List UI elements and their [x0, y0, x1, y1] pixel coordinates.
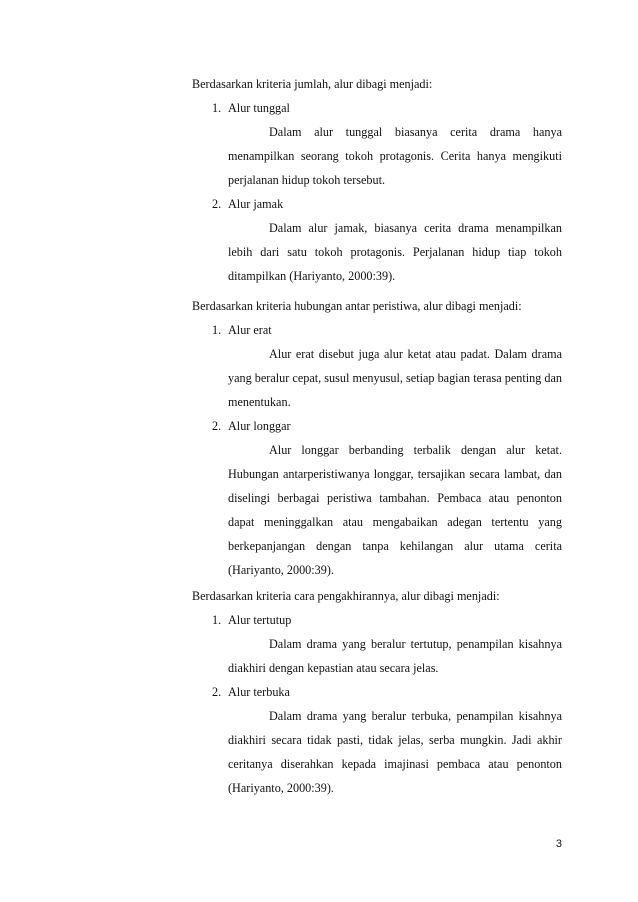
item-paragraph: Dalam alur jamak, biasanya cerita drama menampilkan lebih dari satu tokoh protagonis. Perjalanan hidup tiap tokoh ditampilkan (Hariyanto, 2000:39). [228, 221, 562, 283]
item-paragraph: Dalam drama yang beralur tertutup, penampilan kisahnya diakhiri dengan kepastian atau secara jelas. [228, 637, 562, 675]
list-item [192, 96, 562, 192]
item-paragraph: Dalam drama yang beralur terbuka, penampilan kisahnya diakhiri secara tidak pasti, tidak jelas, serba mungkin. Jadi akhir ceritanya diserahkan kepada imajinasi pembaca atau penonton (Hariyanto, 2000:39). [228, 709, 562, 795]
item-number: 1. [212, 101, 222, 115]
page-number: 3 [555, 838, 562, 850]
item-number: 2. [212, 197, 222, 211]
section-heading: Berdasarkan kriteria jumlah, alur dibagi menjadi: [192, 77, 433, 91]
item-title-wrap [192, 318, 562, 342]
item-number: 1. [212, 613, 222, 627]
item-title: Alur tertutup [228, 613, 292, 627]
section-jumlah [192, 72, 562, 288]
list-item [192, 680, 562, 800]
item-number: 1. [212, 323, 222, 337]
item-title: Alur terbuka [228, 685, 290, 699]
numbered-list [192, 318, 562, 582]
numbered-list [192, 608, 562, 800]
section-hubungan [192, 294, 562, 582]
item-number: 2. [212, 419, 222, 433]
item-title-wrap [192, 680, 562, 704]
list-item [192, 414, 562, 582]
item-title: Alur tunggal [228, 101, 290, 115]
item-title: Alur jamak [228, 197, 284, 211]
section-heading: Berdasarkan kriteria cara pengakhirannya, alur dibagi menjadi: [192, 589, 500, 603]
numbered-list [192, 96, 562, 288]
list-item [192, 608, 562, 680]
item-number: 2. [212, 685, 222, 699]
item-paragraph: Dalam alur tunggal biasanya cerita drama hanya menampilkan seorang tokoh protagonis. Cerita hanya mengikuti perjalanan hidup tokoh tersebut. [228, 125, 562, 187]
item-title: Alur longgar [228, 419, 291, 433]
item-paragraph: Alur longgar berbanding terbalik dengan alur ketat. Hubungan antarperistiwanya longgar, tersajikan secara lambat, dan diselingi berbagai peristiwa tambahan. Pembaca atau penonton dapat meninggalkan atau mengabaikan adegan tertentu yang berkepanjangan dengan tanpa kehilangan alur utama cerita (Hariyanto, 2000:39). [228, 443, 562, 577]
item-title-wrap [192, 192, 562, 216]
list-item [192, 318, 562, 414]
section-pengakhiran [192, 584, 562, 800]
item-paragraph: Alur erat disebut juga alur ketat atau padat. Dalam drama yang beralur cepat, susul menyusul, setiap bagian terasa penting dan menentukan. [228, 347, 562, 409]
list-item [192, 192, 562, 288]
item-title-wrap [192, 414, 562, 438]
item-title-wrap [192, 96, 562, 120]
section-heading: Berdasarkan kriteria hubungan antar peristiwa, alur dibagi menjadi: [192, 299, 522, 313]
item-title-wrap [192, 608, 562, 632]
item-title: Alur erat [228, 323, 272, 337]
